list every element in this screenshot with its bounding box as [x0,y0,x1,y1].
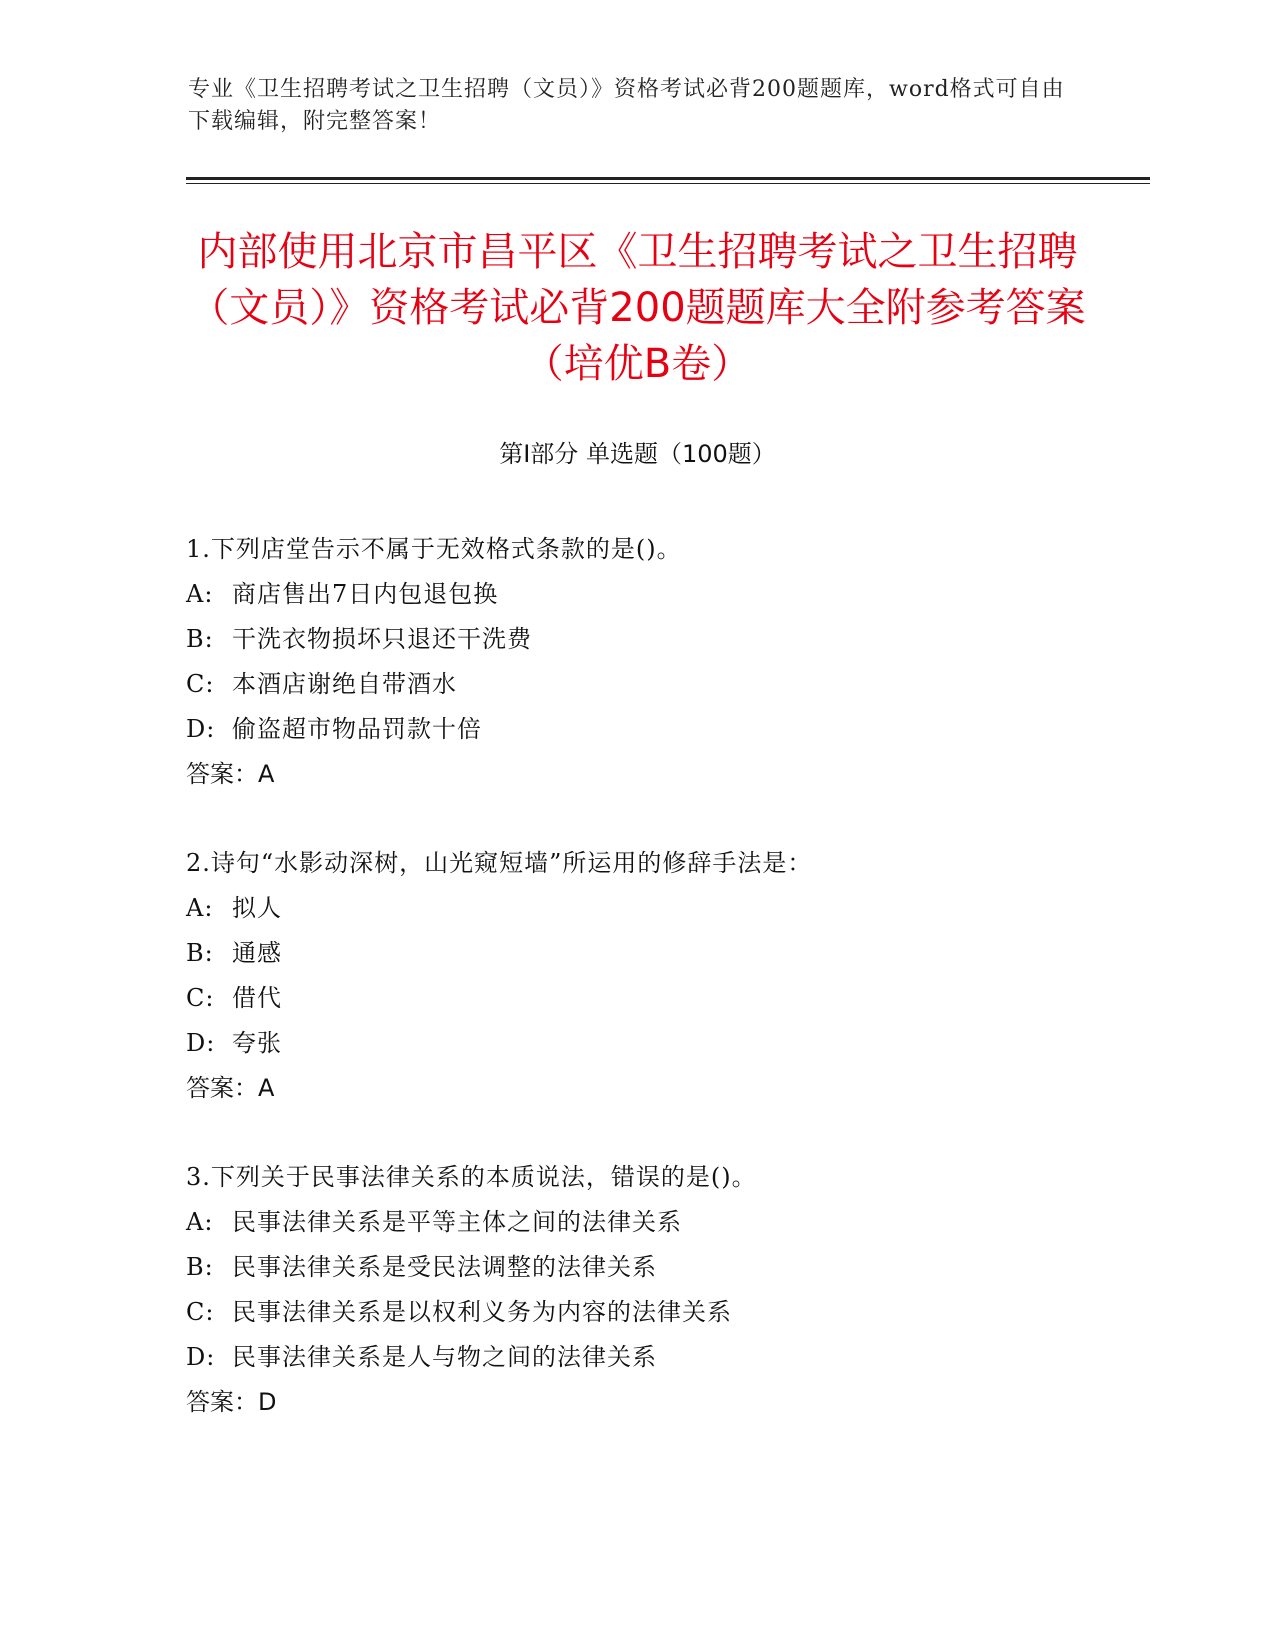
question-option [186,572,1146,617]
answer-value: D [258,1388,277,1416]
option-text: 民事法律关系是以权利义务为内容的法律关系 [232,1298,732,1326]
question-option [186,1245,1146,1290]
question-stem: 3.下列关于民事法律关系的本质说法，错误的是()。 [186,1163,757,1191]
option-letter: A: [186,1208,214,1236]
question-option [186,976,1146,1021]
header-rule-thick [186,177,1150,180]
question-option [186,707,1146,752]
option-text: 夸张 [232,1029,282,1057]
header-rule-thin [186,183,1150,184]
option-letter: C: [186,1298,215,1326]
option-letter: B: [186,625,214,653]
question-option [186,617,1146,662]
answer-line [186,752,1146,797]
question-option [186,1200,1146,1245]
option-text: 民事法律关系是受民法调整的法律关系 [232,1253,657,1281]
option-letter: B: [186,939,214,967]
option-text: 借代 [232,984,282,1012]
question-stem: 2.诗句“水影动深树，山光窥短墙”所运用的修辞手法是： [186,849,813,877]
question-option [186,1021,1146,1066]
option-letter: C: [186,670,215,698]
question-item [186,841,1146,1111]
question-option [186,1290,1146,1335]
question-stem: 1.下列店堂告示不属于无效格式条款的是()。 [186,535,682,563]
option-text: 民事法律关系是人与物之间的法律关系 [232,1343,657,1371]
option-letter: C: [186,984,215,1012]
question-item [186,527,1146,797]
question-item [186,1155,1146,1425]
answer-line [186,1066,1146,1111]
answer-label: 答案： [186,1388,258,1416]
answer-label: 答案： [186,760,258,788]
option-letter: B: [186,1253,214,1281]
question-option [186,662,1146,707]
option-text: 本酒店谢绝自带酒水 [232,670,457,698]
option-text: 干洗衣物损坏只退还干洗费 [232,625,532,653]
option-text: 偷盗超市物品罚款十倍 [232,715,482,743]
question-option [186,886,1146,931]
question-option [186,1335,1146,1380]
document-title: 内部使用北京市昌平区《卫生招聘考试之卫生招聘（文员）》资格考试必背200题题库大全附参考答案（培优B卷） [189,229,1086,387]
option-text: 拟人 [232,894,282,922]
option-text: 通感 [232,939,282,967]
option-text: 民事法律关系是平等主体之间的法律关系 [232,1208,682,1236]
option-text: 商店售出7日内包退包换 [232,580,499,608]
section-title: 第Ⅰ部分 单选题（100题） [499,440,776,468]
answer-value: A [258,760,275,788]
option-letter: D: [186,1343,216,1371]
option-letter: A: [186,580,214,608]
option-letter: D: [186,1029,216,1057]
answer-value: A [258,1074,275,1102]
header-note: 专业《卫生招聘考试之卫生招聘（文员）》资格考试必背200题题库，word格式可自由下载编辑，附完整答案！ [188,77,1065,134]
question-option [186,931,1146,976]
answer-line [186,1380,1146,1425]
option-letter: A: [186,894,214,922]
option-letter: D: [186,715,216,743]
question-list [186,527,1146,1469]
answer-label: 答案： [186,1074,258,1102]
